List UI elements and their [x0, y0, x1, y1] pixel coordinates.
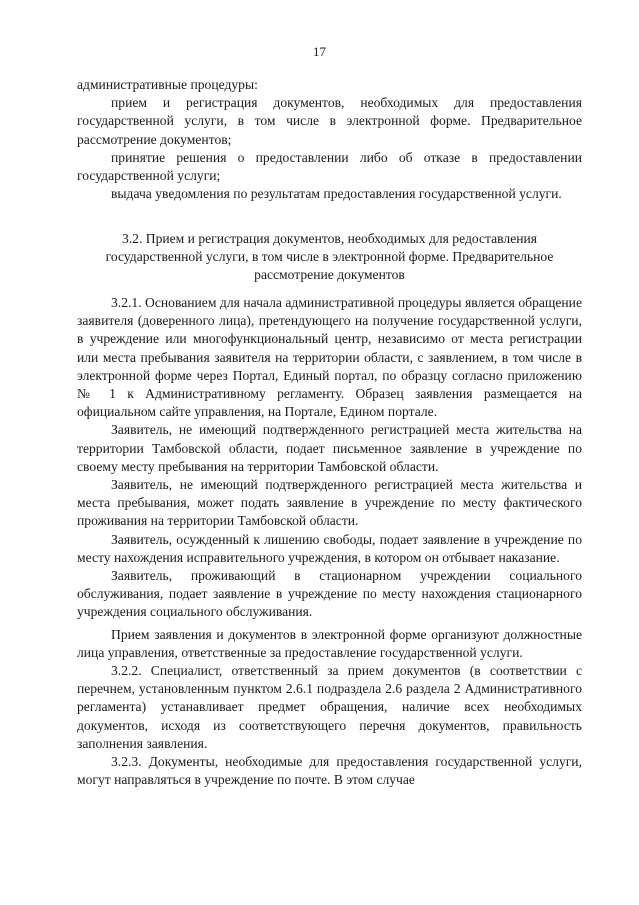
- intro-item: принятие решения о предоставлении либо об отказе в предоставлении государственной услуги;: [77, 149, 582, 184]
- paragraph: Заявитель, не имеющий подтвержденного регистрацией места жительства и места пребывания, может подать заявление в учреждение по месту фактического проживания на территории Тамбовской области.: [77, 477, 582, 529]
- intro-item: выдача уведомления по результатам предоставления государственной услуги.: [111, 186, 562, 202]
- paragraph: 3.2.1. Основанием для начала административной процедуры является обращение заявителя (доверенного лица), претендующего на получение государственной услуги, в учреждение или многофункциональный центр, независимо от места регистрации или места пребывания заявителя на территории области, с заявлением, в том числе в электронной форме через Портал, Единый портал, по образцу согласно приложению № 1 к Административному регламенту. Образец заявления размещается на официальном сайте управления, на Портале, Едином портале.: [77, 295, 582, 420]
- section-title: 3.2. Прием и регистрация документов, необходимых для редоставления государственной услуги, в том числе в электронной форме. Предварительное рассмотрение документов: [105, 231, 554, 283]
- paragraph: Заявитель, проживающий в стационарном учреждении социального обслуживания, подает заявление в учреждение по месту нахождения стационарного учреждения социального обслуживания.: [77, 568, 582, 620]
- paragraph: Прием заявления и документов в электронной форме организуют должностные лица управления, ответственные за предоставление государственной услуги.: [77, 626, 582, 660]
- page-number: 17: [313, 44, 326, 59]
- paragraph: Заявитель, осужденный к лишению свободы, подает заявление в учреждение по месту нахождения исправительного учреждения, в котором он отбывает наказание.: [77, 531, 582, 565]
- main-text: [77, 294, 582, 789]
- intro-lead: административные процедуры:: [77, 77, 258, 92]
- paragraph: 3.2.2. Специалист, ответственный за прием документов (в соответствии с перечнем, установленным пунктом 2.6.1 подраздела 2.6 раздела 2 Административного регламента) устанавливает предмет обращения, наличие всех необходимых документов, исходя из соответствующего перечня документов, правильность заполнения заявления.: [77, 663, 582, 751]
- paragraph: Заявитель, не имеющий подтвержденного регистрацией места жительства на территории Тамбовской области, подает письменное заявление в учреждение по своему месту пребывания на территории Тамбовской области.: [77, 422, 582, 474]
- paragraph: 3.2.3. Документы, необходимые для предоставления государственной услуги, могут направляться в учреждение по почте. В этом случае: [77, 754, 582, 788]
- intro-item: прием и регистрация документов, необходимых для предоставления государственной услуги, в том числе в электронной форме. Предварительное рассмотрение документов;: [77, 95, 582, 147]
- intro-block: [77, 76, 582, 203]
